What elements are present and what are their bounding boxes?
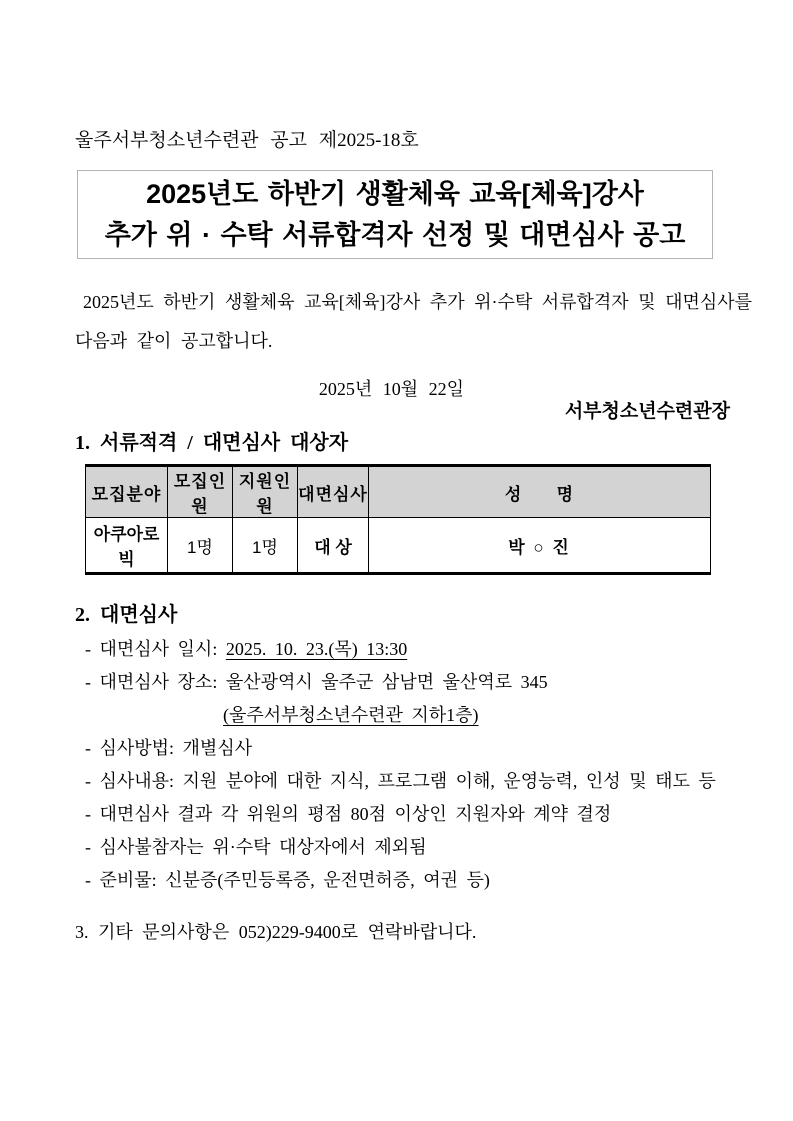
title-line-1: 2025년도 하반기 생활체육 교육[체육]강사 [146,179,644,209]
col-header-name: 성 명 [369,466,711,518]
item-prefix: - 대면심사 결과 각 위원의 평점 80점 이상인 지원자와 계약 결정 [85,804,612,824]
announcement-date: 2025년 10월 22일 [318,379,465,399]
title-line-2: 추가 위 · 수탁 서류합격자 선정 및 대면심사 공고 [104,220,686,250]
item-result-criteria [85,798,730,831]
item-interview-place-detail [223,699,730,732]
item-review-method [85,732,730,765]
doc-number: 울주서부청소년수련관 공고 제2025-18호 [75,130,419,151]
item-underlined-text: 2025. 10. 23.(목) 13:30 [225,639,408,659]
item-prefix: - 대면심사 장소: 울산광역시 울주군 삼남면 울산역로 345 [85,672,548,692]
item-prefix: - 심사내용: 지원 분야에 대한 지식, 프로그램 이해, 운영능력, 인성 및 태도 등 [85,771,716,791]
col-header-applicant-count: 지원인원 [233,466,298,518]
col-header-recruit-count: 모집인원 [168,466,233,518]
item-prefix: - 심사불참자는 위·수탁 대상자에서 제외됨 [85,837,427,857]
intro-paragraph [75,283,753,361]
col-header-interview: 대면심사 [298,466,369,518]
title-box [77,170,713,259]
cell-interview-status: 대 상 [298,518,369,574]
item-absence-rule [85,831,730,864]
intro-line-1: 2025년도 하반기 생활체육 교육[체육]강사 추가 위·수탁 서류합격자 및 대면심사를 [83,292,753,312]
cell-applicant-count: 1명 [233,518,298,574]
item-interview-datetime [85,633,730,666]
cell-applicant-name: 박 ○ 진 [369,518,711,574]
intro-line-2: 다음과 같이 공고합니다. [75,331,273,351]
table-header-row [86,466,711,518]
signer-title: 서부청소년수련관장 [564,401,730,422]
item-prefix: - 준비물: 신분증(주민등록증, 운전면허증, 여권 등) [85,870,490,890]
cell-field: 아쿠아로빅 [86,518,168,574]
table-row [86,518,711,574]
item-prefix: - 심사방법: 개별심사 [85,738,253,758]
col-header-field: 모집분야 [86,466,168,518]
item-prefix: - 대면심사 일시: [85,639,226,659]
item-review-content [85,765,730,798]
item-required-documents [85,864,730,897]
section2-heading: 2. 대면심사 [75,604,178,626]
section3-contact: 3. 기타 문의사항은 052)229-9400로 연락바랍니다. [75,922,477,942]
item-interview-place [85,666,730,699]
section2-items [85,633,730,897]
item-underlined-text: (울주서부청소년수련관 지하1층) [223,705,479,725]
applicants-table [85,464,711,575]
section1-heading: 1. 서류적격 / 대면심사 대상자 [75,432,349,454]
cell-recruit-count: 1명 [168,518,233,574]
